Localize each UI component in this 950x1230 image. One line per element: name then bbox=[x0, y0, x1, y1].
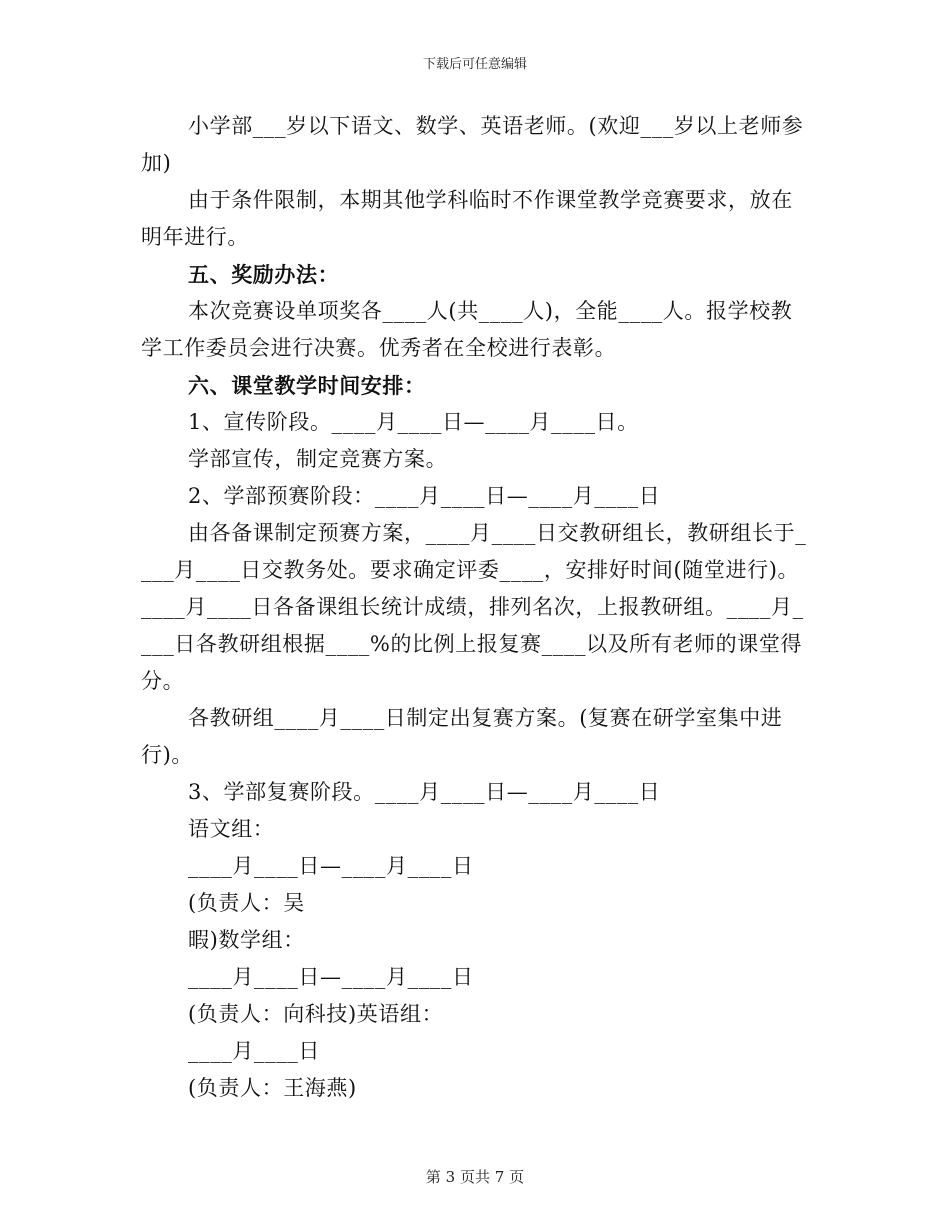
body-line: (负责人：向科技)英语组： bbox=[188, 1002, 444, 1026]
page-footer: 第 3 页共 7 页 bbox=[425, 1168, 525, 1186]
body-line: 小学部___岁以下语文、数学、英语老师。(欢迎___岁以上老师参 bbox=[188, 114, 804, 138]
body-line: ____月____日—____月____日 bbox=[188, 854, 474, 878]
body-line: 本次竞赛设单项奖各____人(共____人)，全能____人。报学校教 bbox=[188, 299, 793, 323]
body-line: ____月____日—____月____日 bbox=[188, 965, 474, 989]
body-line: ___日各教研组根据____%的比例上报复赛____以及所有老师的课堂得 bbox=[141, 632, 803, 656]
body-line: 分。 bbox=[141, 669, 185, 693]
body-line: 行)。 bbox=[141, 743, 193, 767]
body-line: 加) bbox=[141, 151, 172, 175]
body-line: ____月____日 bbox=[188, 1039, 320, 1063]
body-line: ___月____日交教务处。要求确定评委____，安排好时间(随堂进行)。 bbox=[141, 558, 800, 582]
section-heading: 六、课堂教学时间安排： bbox=[188, 373, 426, 398]
body-line: 学工作委员会进行决赛。优秀者在全校进行表彰。 bbox=[141, 336, 617, 360]
body-line: 明年进行。 bbox=[141, 225, 249, 249]
body-line: 1、宣传阶段。____月____日—____月____日。 bbox=[188, 410, 639, 434]
document-body bbox=[141, 108, 821, 1107]
body-line: (负责人：吴 bbox=[188, 891, 305, 915]
body-line: 暇)数学组： bbox=[188, 928, 305, 952]
body-line: 学部宣传，制定竞赛方案。 bbox=[188, 447, 448, 471]
body-line: 语文组： bbox=[188, 817, 275, 841]
body-line: ____月____日各备课组长统计成绩，排列名次，上报教研组。____月_ bbox=[141, 595, 804, 619]
body-line: 由各备课制定预赛方案，____月____日交教研组长，教研组长于_ bbox=[188, 521, 807, 545]
body-line: 3、学部复赛阶段。____月____日—____月____日 bbox=[188, 780, 661, 804]
body-line: 由于条件限制，本期其他学科临时不作课堂教学竞赛要求，放在 bbox=[188, 188, 793, 212]
body-line: (负责人：王海燕) bbox=[188, 1076, 357, 1100]
body-line: 各教研组____月____日制定出复赛方案。(复赛在研学室集中进 bbox=[188, 706, 783, 730]
body-line: 2、学部预赛阶段：____月____日—____月____日 bbox=[188, 484, 661, 508]
page-header-note: 下载后可任意编辑 bbox=[422, 57, 527, 72]
section-heading: 五、奖励办法： bbox=[188, 262, 340, 287]
